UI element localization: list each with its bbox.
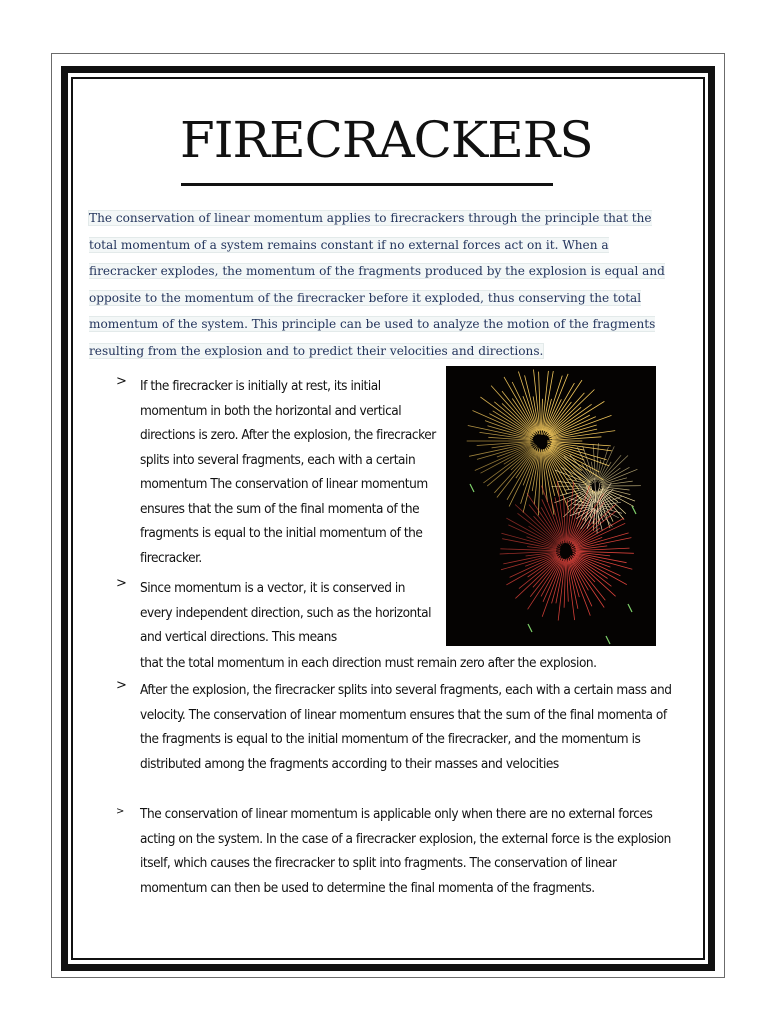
bullet-text-4: The conservation of linear momentum is applicable only when there are no external forces acting on the system. In the case of a firecracker explosion, the external force is the explosion itself, which causes the firecracker to split into fragments. The conservation of linear momentum can then be used to determine the final momenta of the fragments. <box>140 806 671 896</box>
bullet-text-2-wrapped: Since momentum is a vector, it is conserved in every independent direction, such as the horizontal and vertical directions. This means <box>140 580 432 645</box>
intro-text: The conservation of linear momentum applies to firecrackers through the principle that the total momentum of a system remains constant if no external forces act on it. When a firecracker explodes, the momentum of the fragments produced by the explosion is equal and opposite to the momentum of the firecracker before it exploded, thus conserving the total momentum of the system. This principle can be used to analyze the motion of the fragments resulting from the explosion and to predict their velocities and directions. <box>89 211 665 358</box>
bullet-text-2-part <box>140 576 436 650</box>
page-title: FIRECRACKERS <box>180 111 593 169</box>
bullet-text-3: After the explosion, the firecracker splits into several fragments, each with a certain mass and velocity. The conservation of linear momentum ensures that the sum of the final momenta of the fragments is equal to the initial momentum of the firecracker, and the momentum is distributed among the fragments according to their masses and velocities <box>140 682 672 772</box>
bullet-marker: > <box>116 576 127 591</box>
bullet-marker: > <box>116 374 127 389</box>
bullet-marker: > <box>116 806 125 817</box>
bullet-text-1: If the firecracker is initially at rest, its initial momentum in both the horizontal and vertical directions is zero. After the explosion, the firecracker splits into several fragments, each with a certain momentum The conservation of linear momentum ensures that the sum of the final momenta of the fragments is equal to the initial momentum of the firecracker. <box>140 378 436 566</box>
bullet-marker: > <box>116 678 127 693</box>
bullet-text-2-continued: that the total momentum in each direction must remain zero after the explosion. <box>140 655 597 671</box>
